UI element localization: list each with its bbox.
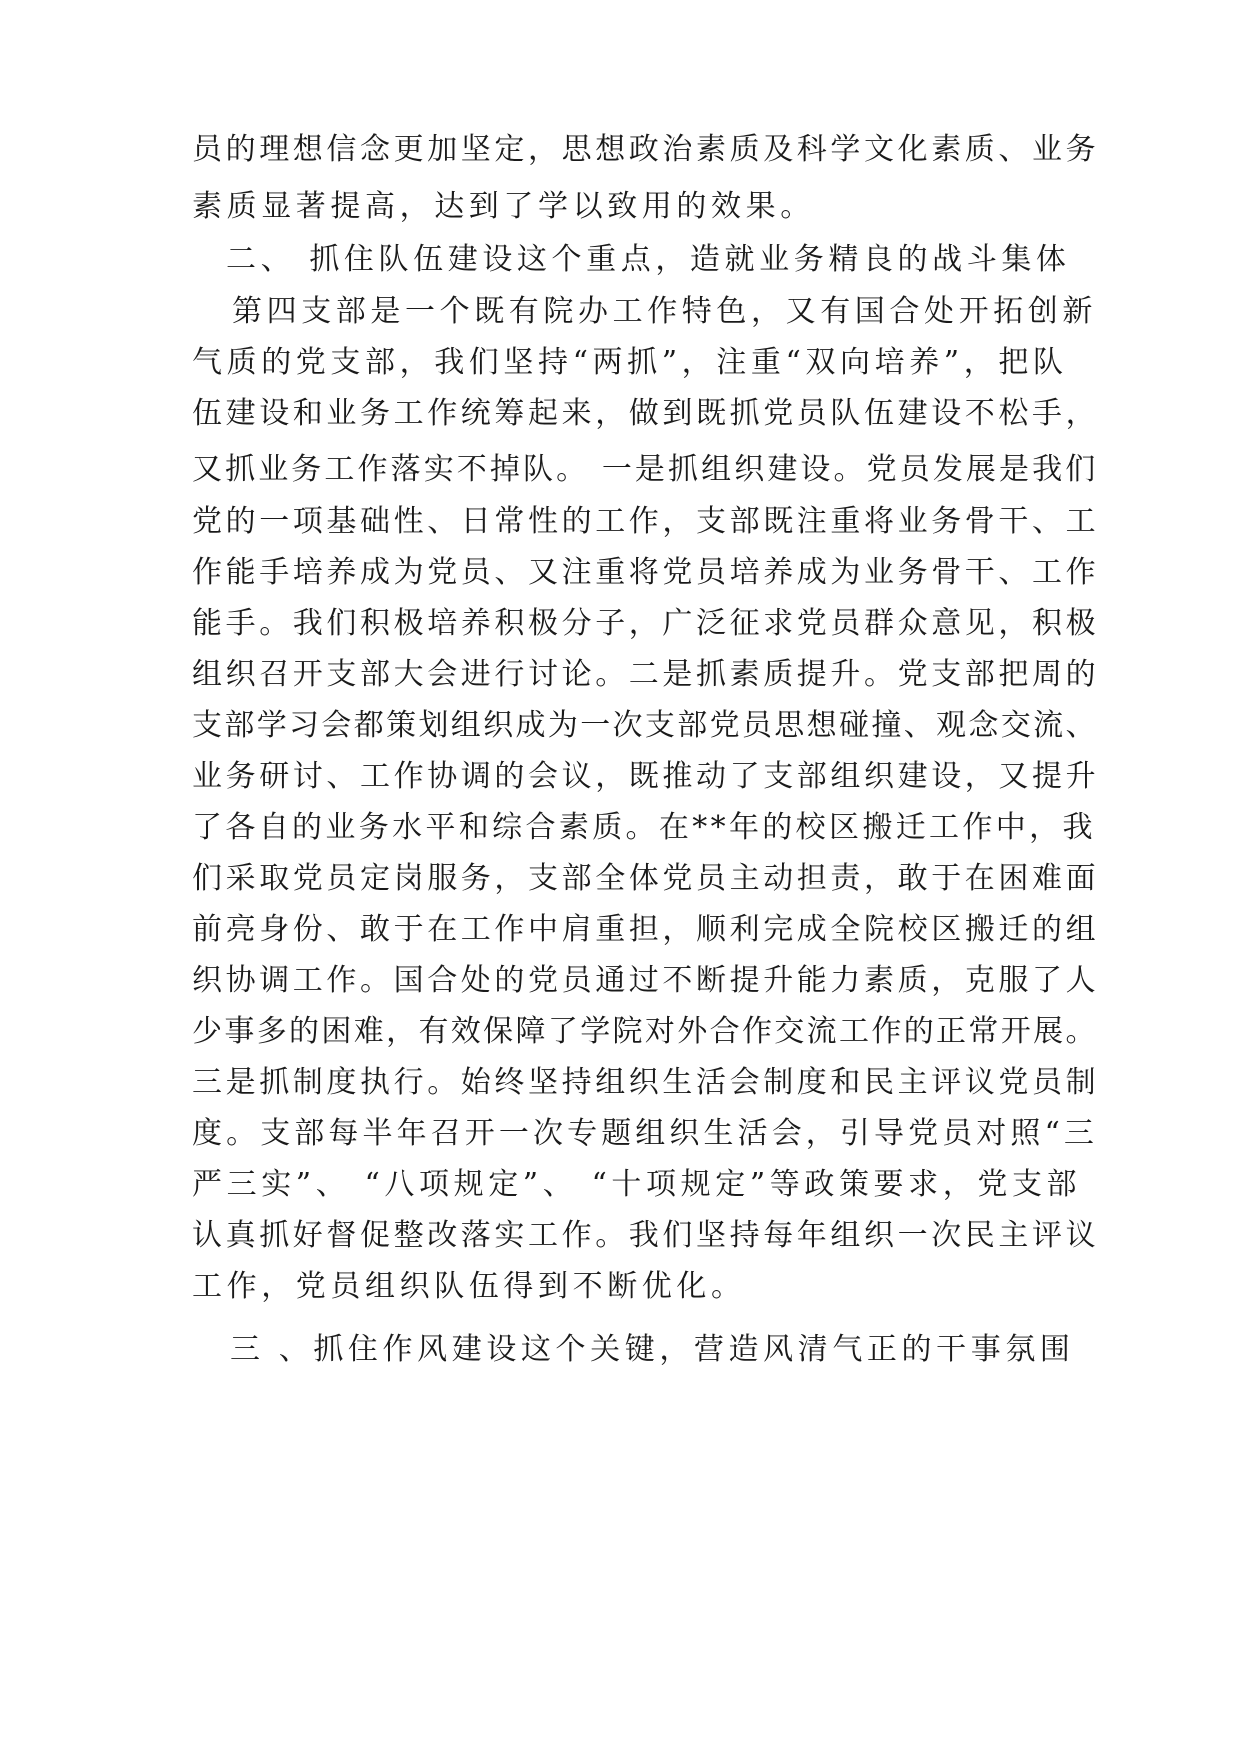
body-line-9: 作能手培养成为党员、又注重将党员培养成为业务骨干、工作 <box>192 555 1100 590</box>
body-line-23: 工作，党员组织队伍得到不断优化。 <box>192 1269 746 1304</box>
body-line-11: 组织召开支部大会进行讨论。二是抓素质提升。党支部把周的 <box>192 657 1100 692</box>
section-heading-3: 三 、抓住作风建设这个关键，营造风清气正的干事氛围 <box>230 1332 1075 1367</box>
body-line-5: 气质的党支部，我们坚持“两抓”，注重“双向培养”，把队 <box>192 345 1068 380</box>
body-line-17: 织协调工作。国合处的党员通过不断提升能力素质，克服了人 <box>192 963 1100 998</box>
body-line-19: 三是抓制度执行。始终坚持组织生活会制度和民主评议党员制 <box>192 1065 1100 1100</box>
body-line-20: 度。支部每半年召开一次专题组织生活会，引导党员对照“三 <box>192 1116 1099 1151</box>
body-line-16: 前亮身份、敢于在工作中肩重担，顺利完成全院校区搬迁的组 <box>192 912 1100 947</box>
body-line-21: 严三实”、 “八项规定”、 “十项规定”等政策要求，党支部 <box>192 1167 1082 1202</box>
body-line-6: 伍建设和业务工作统筹起来，做到既抓党员队伍建设不松手， <box>192 396 1100 431</box>
body-line-10: 能手。我们积极培养积极分子，广泛征求党员群众意见，积极 <box>192 606 1100 641</box>
body-line-2: 素质显著提高，达到了学以致用的效果。 <box>192 189 815 224</box>
body-line-18: 少事多的困难，有效保障了学院对外合作交流工作的正常开展。 <box>192 1014 1098 1049</box>
body-line-7: 又抓业务工作落实不掉队。 一是抓组织建设。党员发展是我们 <box>192 452 1099 487</box>
body-line-1: 员的理想信念更加坚定，思想政治素质及科学文化素质、业务 <box>192 132 1100 167</box>
section-heading-2: 二、 抓住队伍建设这个重点，造就业务精良的战斗集体 <box>226 242 1071 277</box>
body-line-8: 党的一项基础性、日常性的工作，支部既注重将业务骨干、工 <box>192 504 1100 539</box>
body-line-13: 业务研讨、工作协调的会议，既推动了支部组织建设，又提升 <box>192 759 1100 794</box>
body-line-12: 支部学习会都策划组织成为一次支部党员思想碰撞、观念交流、 <box>192 708 1098 743</box>
body-line-4: 第四支部是一个既有院办工作特色，又有国合处开拓创新 <box>232 294 1097 329</box>
body-line-14: 了各自的业务水平和综合素质。在**年的校区搬迁工作中，我 <box>192 810 1096 845</box>
body-line-15: 们采取党员定岗服务，支部全体党员主动担责，敢于在困难面 <box>192 861 1100 896</box>
body-line-22: 认真抓好督促整改落实工作。我们坚持每年组织一次民主评议 <box>192 1218 1100 1253</box>
